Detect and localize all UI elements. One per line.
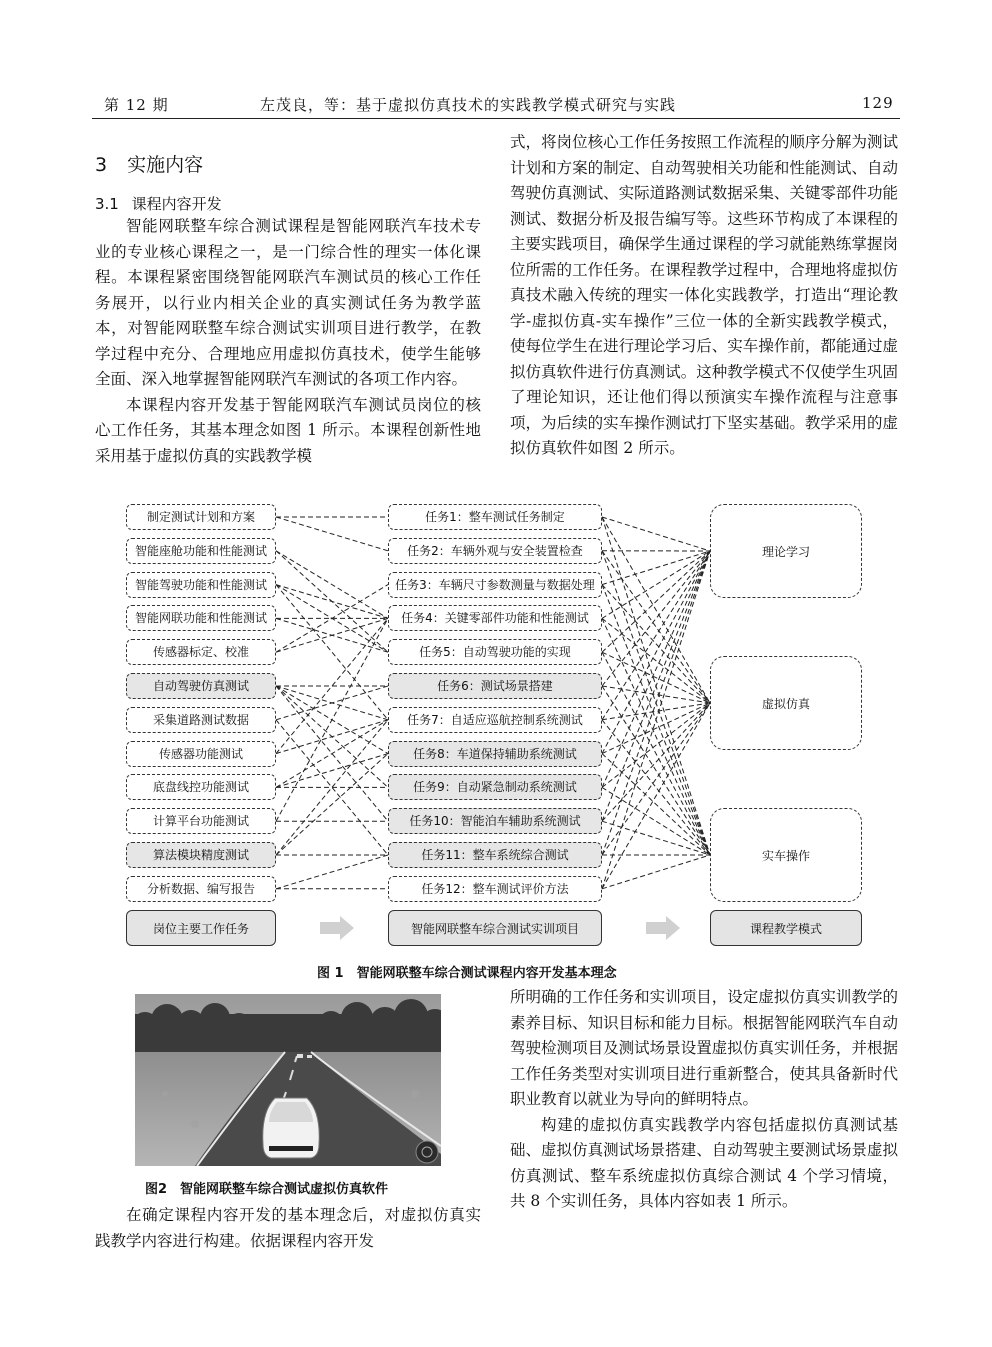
left-column-text	[95, 214, 481, 469]
running-title: 左茂良，等：基于虚拟仿真技术的实践教学模式研究与实践	[260, 96, 677, 114]
connector-line	[602, 551, 710, 754]
connector-line	[276, 754, 388, 788]
right-column-lower-text	[510, 985, 898, 1215]
right-column-text	[510, 130, 898, 462]
job-task-node: 制定测试计划和方案	[126, 504, 276, 530]
connector-line	[602, 551, 710, 618]
connector-line	[276, 855, 388, 889]
section-heading	[95, 150, 203, 177]
training-task-node: 任务9：自动紧急制动系统测试	[388, 774, 602, 800]
flow-arrow	[320, 916, 354, 940]
connector-line	[602, 703, 710, 787]
connector-line	[602, 821, 710, 855]
column-footer: 课程教学模式	[710, 910, 862, 946]
paragraph: 在确定课程内容开发的基本理念后，对虚拟仿真实践教学内容进行构建。依据课程内容开发	[95, 1206, 481, 1250]
training-task-node: 任务5：自动驾驶功能的实现	[388, 639, 602, 665]
job-task-node: 智能网联功能和性能测试	[126, 605, 276, 631]
subsection-title: 课程内容开发	[131, 195, 222, 213]
connector-line	[602, 686, 710, 703]
connector-line	[602, 686, 710, 855]
job-task-node: 传感器功能测试	[126, 741, 276, 767]
job-task-node: 计算平台功能测试	[126, 808, 276, 834]
job-task-node: 自动驾驶仿真测试	[126, 673, 276, 699]
connector-line	[602, 551, 710, 787]
teaching-mode-node: 虚拟仿真	[710, 656, 862, 750]
connector-line	[602, 652, 710, 855]
connector-line	[602, 618, 710, 703]
training-task-node: 任务8：车道保持辅助系统测试	[388, 741, 602, 767]
connector-line	[276, 517, 388, 551]
job-task-node: 采集道路测试数据	[126, 707, 276, 733]
teaching-mode-node: 实车操作	[710, 808, 862, 902]
connector-line	[602, 652, 710, 703]
connector-line	[602, 517, 710, 551]
connector-line	[602, 551, 710, 585]
column-footer: 岗位主要工作任务	[126, 910, 276, 946]
connector-line	[602, 720, 710, 855]
job-task-node: 传感器标定、校准	[126, 639, 276, 665]
subsection-number: 3.1	[95, 195, 119, 213]
job-task-node: 智能驾驶功能和性能测试	[126, 572, 276, 598]
section-title: 实施内容	[127, 154, 204, 176]
training-task-node: 任务3：车辆尺寸参数测量与数据处理	[388, 572, 602, 598]
subsection-heading	[95, 193, 222, 214]
connector-line	[276, 618, 388, 821]
paragraph: 智能网联整车综合测试课程是智能网联汽车技术专业的专业核心课程之一，是一门综合性的理实一体化课程。本课程紧密围绕智能网联汽车测试员的核心工作任务展开，以行业内相关企业的真实测试任务为教学蓝本，对智能网联整车综合测试实训项目进行教学，在教学过程中充分、合理地应用虚拟仿真技术，使学生能够全面、深入地掌握智能网联汽车测试的各项工作内容。	[95, 217, 481, 388]
left-column-lower-text	[95, 1203, 481, 1254]
training-task-node: 任务1：整车测试任务制定	[388, 504, 602, 530]
connector-line	[602, 703, 710, 754]
connector-line	[276, 720, 388, 788]
issue-label: 第 12 期	[104, 96, 169, 114]
simulation-screenshot	[135, 994, 441, 1166]
section-number: 3	[95, 154, 108, 176]
training-task-node: 任务12：整车测试评价方法	[388, 876, 602, 902]
connector-line	[276, 754, 388, 855]
job-task-node: 算法模块精度测试	[126, 842, 276, 868]
connector-line	[276, 585, 388, 619]
connector-line	[602, 551, 710, 686]
training-task-node: 任务7：自适应巡航控制系统测试	[388, 707, 602, 733]
connector-line	[602, 551, 710, 821]
connector-line	[602, 618, 710, 855]
paragraph: 所明确的工作任务和实训项目，设定虚拟仿真实训教学的素养目标、知识目标和能力目标。根据智能网联汽车自动驾驶检测项目及测试场景设置虚拟仿真实训任务，并根据工作任务类型对实训项目进行重新整合，使其具备新时代职业教育以就业为导向的鲜明特点。	[510, 988, 898, 1108]
column-footer: 智能网联整车综合测试实训项目	[388, 910, 602, 946]
paragraph: 本课程内容开发基于智能网联汽车测试员岗位的核心工作任务，其基本理念如图 1 所示。本课程创新性地采用基于虚拟仿真的实践教学模	[95, 395, 481, 465]
paragraph: 式，将岗位核心工作任务按照工作流程的顺序分解为测试计划和方案的制定、自动驾驶相关功能和性能测试、自动驾驶仿真测试、实际道路测试数据采集、关键零部件功能测试、数据分析及报告编写等。这些环节构成了本课程的主要实践项目，确保学生通过课程的学习就能熟练掌握岗位所需的工作任务。在课程教学过程中，合理地将虚拟仿真技术融入传统的理实一体化实践教学，打造出“理论教学-虚拟仿真-实车操作”三位一体的全新实践教学模式，使每位学生在进行理论学习后、实车操作前，都能通过虚拟仿真软件进行仿真测试。这种教学模式不仅使学生巩固了理论知识，还让他们得以预演实车操作流程与注意事项，为后续的实车操作测试打下坚实基础。教学采用的虚拟仿真软件如图 2 所示。	[510, 133, 898, 457]
paragraph: 构建的虚拟仿真实践教学内容包括虚拟仿真测试基础、虚拟仿真测试场景搭建、自动驾驶主要测试场景虚拟仿真测试、整车系统虚拟仿真综合测试 4 个学习情境，共 8 个实训任务，具体内容如表 1 所示。	[510, 1115, 898, 1210]
job-task-node: 智能座舱功能和性能测试	[126, 538, 276, 564]
connector-line	[602, 551, 710, 703]
flow-arrow	[646, 916, 680, 940]
connector-line	[276, 551, 388, 619]
figure-1-caption: 图 1 智能网联整车综合测试课程内容开发基本理念	[317, 966, 617, 981]
simulation-scene-graphic	[135, 994, 441, 1166]
connector-line	[276, 585, 388, 720]
teaching-mode-node: 理论学习	[710, 504, 862, 598]
connector-line	[602, 703, 710, 889]
connector-line	[602, 754, 710, 855]
connector-line	[602, 517, 710, 703]
training-task-node: 任务4：关键零部件功能和性能测试	[388, 605, 602, 631]
header-rule	[92, 118, 900, 119]
training-task-node: 任务6：测试场景搭建	[388, 673, 602, 699]
connector-line	[602, 703, 710, 855]
training-task-node: 任务2：车辆外观与安全装置检查	[388, 538, 602, 564]
job-task-node: 底盘线控功能测试	[126, 774, 276, 800]
figure-2-caption: 图2 智能网联整车综合测试虚拟仿真软件	[145, 1182, 389, 1197]
training-task-node: 任务10：智能泊车辅助系统测试	[388, 808, 602, 834]
job-task-node: 分析数据、编写报告	[126, 876, 276, 902]
connector-line	[602, 787, 710, 855]
page-number: 129	[862, 94, 894, 112]
connector-line	[602, 551, 710, 720]
connector-line	[276, 720, 388, 754]
training-task-node: 任务11：整车系统综合测试	[388, 842, 602, 868]
connector-line	[602, 703, 710, 720]
figure-1-diagram	[118, 498, 878, 948]
